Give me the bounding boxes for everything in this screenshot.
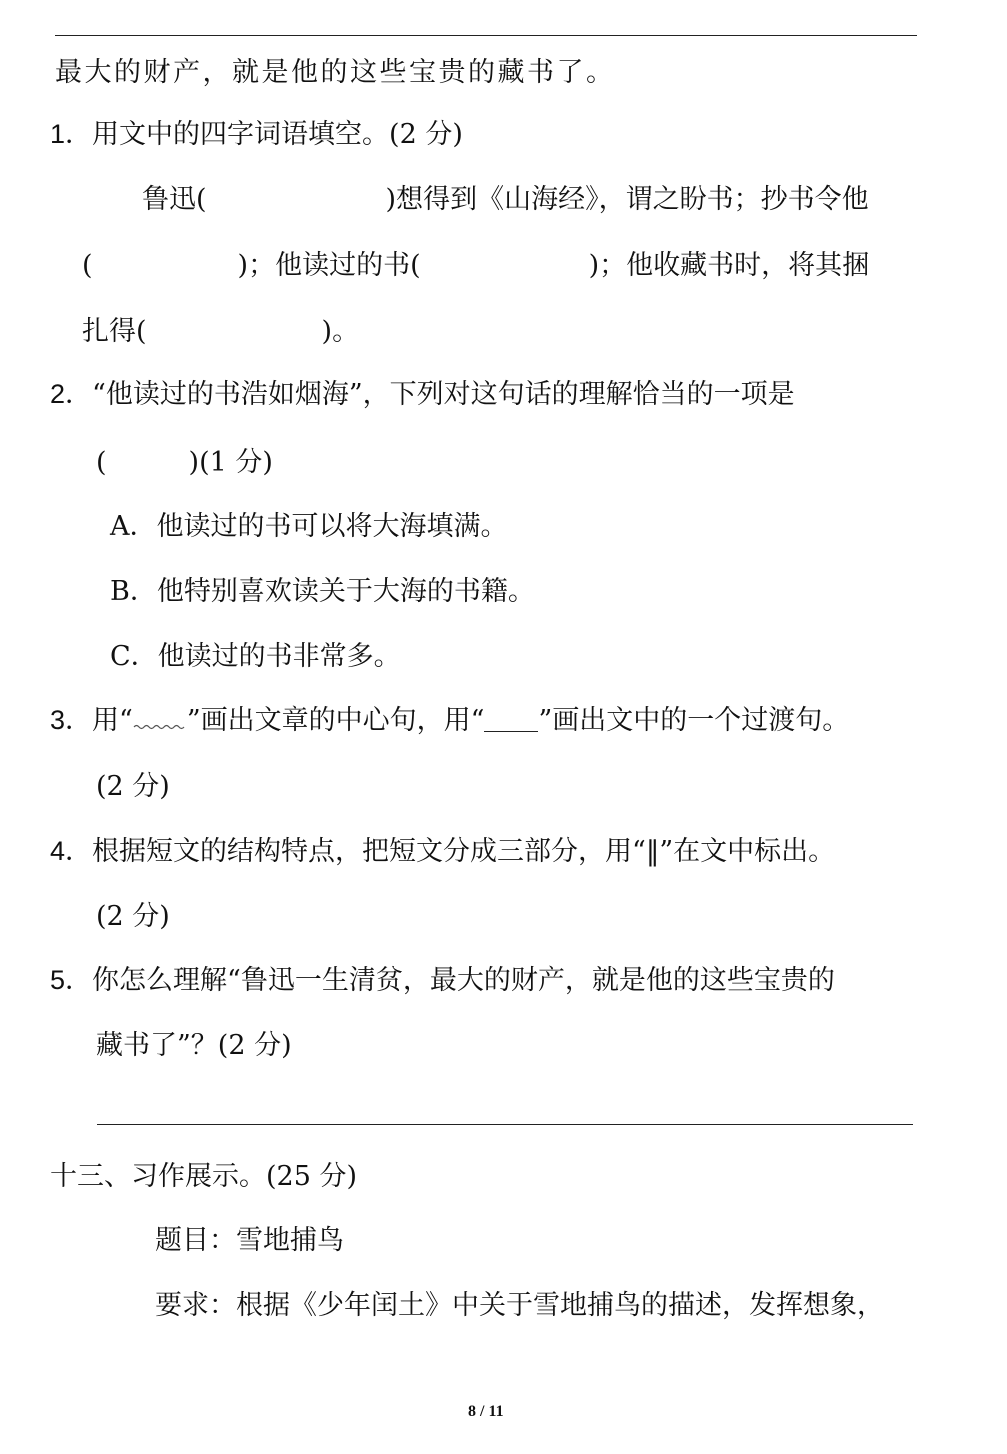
- top-rule: [55, 35, 917, 36]
- option-a: A．他读过的书可以将大海填满。: [110, 511, 508, 542]
- question-score: (2 分): [96, 901, 170, 932]
- page-number: 8 / 11: [468, 1403, 504, 1420]
- answer-line[interactable]: [97, 1124, 913, 1125]
- question-prompt: 你怎么理解“鲁迅一生清贫，最大的财产，就是他的这些宝贵的: [92, 965, 835, 996]
- intro-line: 最大的财产，就是他的这些宝贵的藏书了。: [55, 57, 616, 88]
- essay-topic: 题目：雪地捕鸟: [155, 1225, 344, 1256]
- question-prompt: “他读过的书浩如烟海”，下列对这句话的理解恰当的一项是: [92, 379, 795, 410]
- section-heading: 十三、习作展示。(25 分): [50, 1161, 358, 1192]
- option-b: B．他特别喜欢读关于大海的书籍。: [110, 576, 535, 607]
- question-number: 3．: [50, 705, 93, 735]
- question-number: 1．: [50, 119, 93, 149]
- question-score: (2 分): [96, 771, 170, 802]
- question-number: 5．: [50, 965, 93, 995]
- straight-underline-icon: [484, 709, 538, 732]
- option-c: C．他读过的书非常多。: [110, 641, 401, 672]
- question-number: 2．: [50, 379, 93, 409]
- fill-line-1: 鲁迅( )想得到《山海经》，谓之盼书；抄书令他: [142, 184, 869, 215]
- fill-line-3: 扎得( )。: [82, 316, 360, 347]
- question-number: 4．: [50, 836, 93, 866]
- essay-requirement: 要求：根据《少年闰土》中关于雪地捕鸟的描述，发挥想象，: [155, 1290, 884, 1321]
- question-prompt-cont: 藏书了”？(2 分): [96, 1030, 292, 1061]
- answer-paren: ( )(1 分): [96, 447, 273, 478]
- wavy-underline-icon: [133, 707, 187, 731]
- fill-line-2: ( )；他读过的书( )；他收藏书时，将其捆: [82, 250, 870, 281]
- question-prompt: 根据短文的结构特点，把短文分成三部分，用“‖”在文中标出。: [92, 836, 836, 867]
- question-prompt: 用文中的四字词语填空。(2 分): [92, 119, 463, 150]
